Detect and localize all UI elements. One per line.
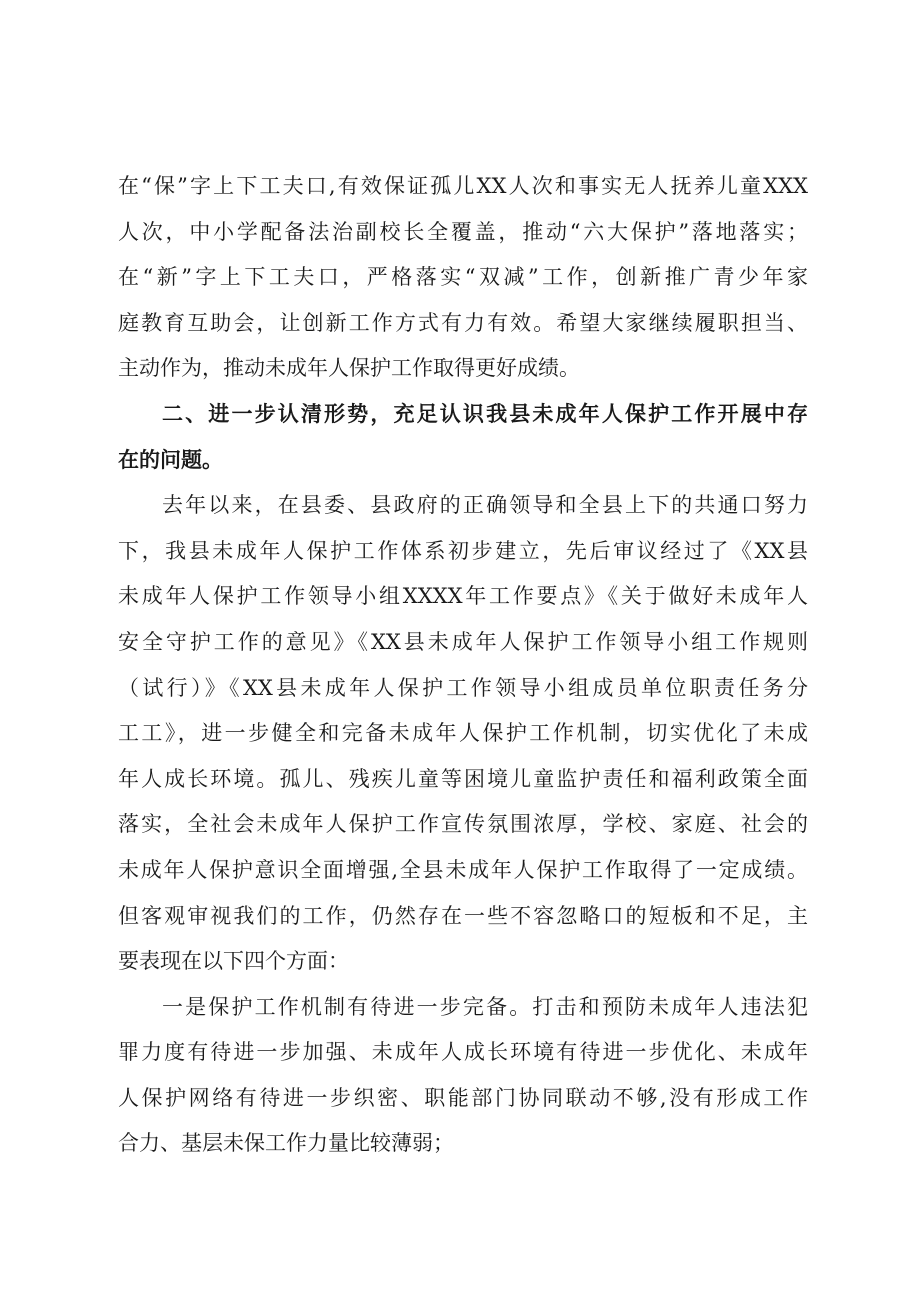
text-line: 安全守护工作的意见》《XX县未成年人保护工作领导小组工作规则 [118,629,808,654]
text-line: 在“新”字上下工夫口，严格落实“双减”工作，创新推广青少年家 [118,265,808,290]
text-line: 庭教育互助会，让创新工作方式有力有效。希望大家继续履职担当、 [118,310,808,335]
text-line: 人次，中小学配备法治副校长全覆盖，推动“六大保护”落地落实； [118,219,808,244]
text-line: 罪力度有待进一步加强、未成年人成长环境有待进一步优化、未成年 [118,1040,808,1065]
heading-line: 二、进一步认清形势，充足认识我县未成年人保护工作开展中存 [162,401,808,426]
text-line: 去年以来，在县委、县政府的正确领导和全县上下的共通口努力 [162,493,808,518]
heading-line: 在的问题。 [118,447,223,472]
text-line: 未成年人保护意识全面增强,全县未成年人保护工作取得了一定成绩。 [118,857,808,882]
text-line: 下，我县未成年人保护工作体系初步建立，先后审议经过了《XX县 [118,538,808,563]
text-line: 落实，全社会未成年人保护工作宣传氛围浓厚，学校、家庭、社会的 [118,812,808,837]
text-line: 一是保护工作机制有待进一步完备。打击和预防未成年人违法犯 [162,994,808,1019]
paragraph-mechanism-issues [118,985,808,1167]
text-line: （试行）》《XX县未成年人保护工作领导小组成员单位职责任务分 [118,675,808,700]
text-line: 但客观审视我们的工作，仍然存在一些不容忽略口的短板和不足，主 [118,903,808,928]
text-line: 工工》，进一步健全和完备未成年人保护工作机制，切实优化了未成 [118,721,808,746]
paragraph-situation [118,483,808,985]
text-line: 年人成长环境。孤儿、残疾儿童等困境儿童监护责任和福利政策全面 [118,766,808,791]
text-line: 主动作为，推动未成年人保护工作取得更好成绩。 [118,356,580,381]
text-line: 要表现在以下四个方面： [118,949,349,974]
text-line: 合力、基层未保工作力量比较薄弱； [118,1131,454,1156]
section-heading [118,392,808,483]
text-line: 在“保”字上下工夫口,有效保证孤儿XX人次和事实无人抚养儿童XXX [118,174,808,198]
paragraph-protection-summary [118,164,808,392]
document-page [118,164,808,1167]
text-line: 未成年人保护工作领导小组XXXX年工作要点》《关于做好未成年人 [118,584,808,609]
text-line: 人保护网络有待进一步织密、职能部门协同联动不够,没有形成工作 [118,1085,808,1110]
